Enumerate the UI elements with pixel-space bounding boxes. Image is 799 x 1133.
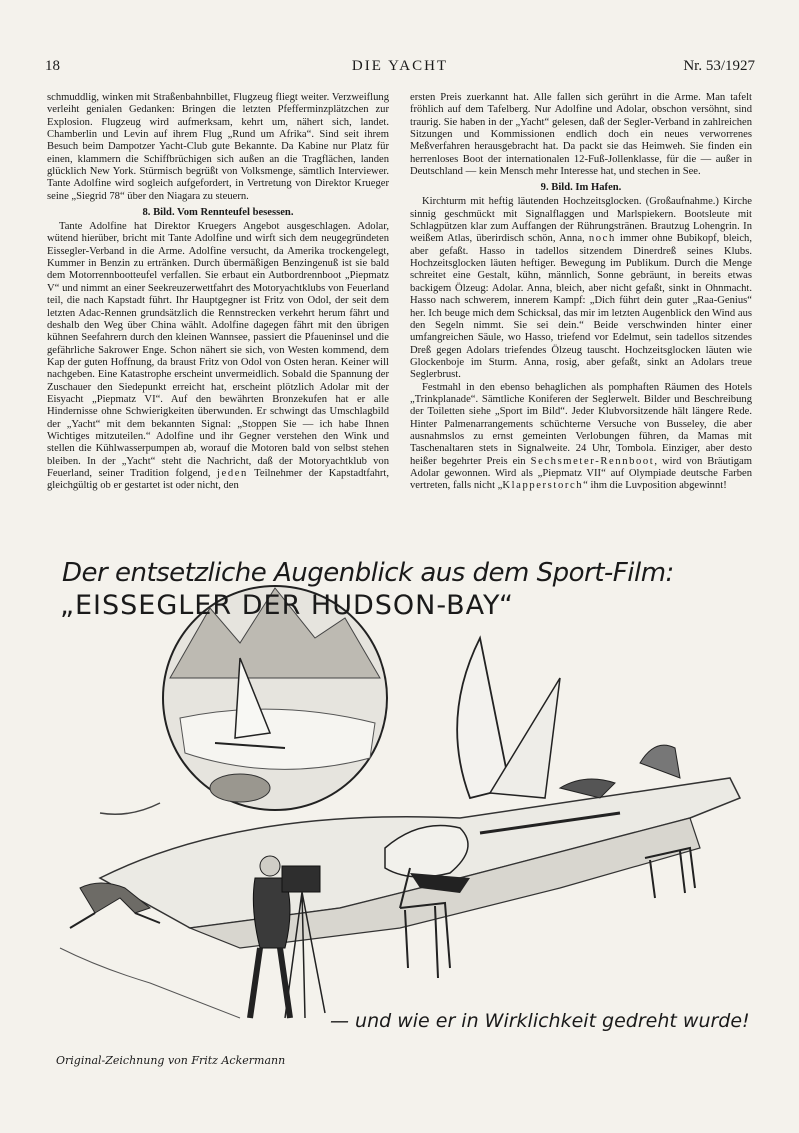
spaced-word-noch: noch — [588, 233, 616, 245]
page-number: 18 — [45, 58, 60, 74]
section-9-paragraph-1: Kirchturm mit heftig läutenden Hochzeitsglocken. (Großaufnahme.) Kirche sinnig geschmückt mit Signalflaggen und Marlspiekern. Bootsleute mit Schlagpützen klar zum Auffangen der Rührungstränen. Brautzug Lohengrin. In weißem Atlas, überirdisch schön, Anna, noch immer ohne Bubikopf, bleich, aber gefaßt. Hasso in tadellos sitzendem Dinerdreß seines Klubs. Hochzeitsglocken läuten heftiger. Bewegung im Publikum. Durch die Menge schreitet eine Gestalt, kühn, männlich, Sonne gebräunt, in bereits etwas backigem Ölzeug: Adolar. Anna, bleich, aber nicht gefaßt, sinkt in Ohnmacht. Hasso nach schwerem, innerem Kampf: „Dich führt dein guter „Raa-Genius“ her. Ich beuge mich dem Schicksal, das mir im letzten Augenblick den Wind aus den Segeln nimmt. Sie sei dein.“ Beide verschwinden hinter einer umfangreichen Säule, wo Hasso, triefend vor Edelmut, sein tadellos sitzendes Dreß gegen Adolars triefendes Ölzeug tauscht. Hochzeitsglocken läuten wie Glockenboje im Sturm. Anna, rosig, aber gefaßt, sinkt an Adolars treue Seglerbrust. — [410, 196, 752, 381]
section-heading-9: 9. Bild. Im Hafen. — [540, 182, 622, 194]
page-header — [45, 58, 755, 80]
section-8-paragraph: Tante Adolfine hat Direktor Kruegers Angebot ausgeschlagen. Adolar, wütend hierüber, bricht mit Tante Adolfine und wirft sich dem neugegründeten Eissegler-Verband in die Arme. Adolfine versucht, da Amerika trockengelegt, Kummer in Benzin zu ertränken. Durch übermäßigen Benzingenuß ist sie bald dem Motorrennbootteufel verfallen. Sie erbaut ein Autbordrennboot „Piepmatz V“ und nimmt an einer Seekreuzerwettfahrt des Motoryachtklubs von Feuerland teil, die nach Kapstadt führt. Ihr Hauptgegner ist Fritz von Odol, der seit dem letzten Adac-Rennen grundsätzlich die Rennstrecken verkehrt herum fährt und deshalb den Weg über China wählt. Adolfine dagegen fährt mit den übrigen kühnen Seefahrern durch den kleinen Wannsee, passiert die Pfaueninsel und die gefährliche Sakrower Enge. Schon nähert sie sich, von Westen kommend, dem Kap der guten Hoffnung, da braust Fritz von Odol von Osten heran. Keiner will nachgeben. Eine Katastrophe erscheint unvermeidlich. Sobald die Spannung der Zuschauer den Siedepunkt erreicht hat, erscheint plötzlich Adolar mit der Eisyacht „Piepmatz VI“. Auf den bewährten Bronzekufen hat er alle Hindernisse ohne Schwierigkeiten überwunden. Er schwingt das Umschlagbild der „Yacht“ mit dem bekannten Signal: „Stoppen Sie — ich habe Ihnen Wichtiges mitzuteilen.“ Adolfine und ihr Gegner verstehen den Wink und stellen die Kühlwasserpumpen ab, worauf die Motoren bald von selbst stehen bleiben. In der „Yacht“ steht die Nachricht, daß der Motoryachtklub von Feuerland, seiner Tradition folgend, jeden Teilnehmer der Kapstadtfahrt, gleichgültig ob er gestartet ist oder nicht, den — [47, 221, 389, 492]
left-text-column — [47, 92, 389, 493]
illustration-title-line-1: Der entsetzliche Augenblick aus dem Sport-Film: — [62, 558, 674, 588]
illustration-caption: — und wie er in Wirklichkeit gedreht wurde! — [330, 1010, 750, 1032]
journal-title: DIE YACHT — [351, 58, 449, 74]
film-camera — [282, 866, 320, 892]
section-9-paragraph-2: Festmahl in den ebenso behaglichen als pomphaften Räumen des Hotels „Trinkplanade“. Sämtliche Koniferen der Seglerwelt. Bilder und Beschreibung der Toiletten siehe „Sport im Bild“. Jeder Klubvorsitzende hält längere Rede. Hinter Palmenarrangements schüchterne Versuche von Busseley, die aber ausnahmslos zu ernst gemeinten Verlobungen führen, da Mamas mit Taschenaltaren stets in Signalweite. 24 Uhr, Tombola. Einziger, aber desto heißer begehrter Preis ein Sechsmeter-Rennboot, wird von Bräutigam Adolar gewonnen. Wird als „Piepmatz VII“ auf Olympiade deutsche Farben vertreten, falls nicht „Klapperstorch“ ihm die Luvposition abgewinnt! — [410, 381, 752, 492]
issue-number: Nr. 53/1927 — [683, 58, 755, 74]
cartoon-drawing — [40, 548, 770, 1088]
spaced-word-jeden: jeden — [216, 467, 248, 479]
spaced-word-klapperstorch: Klapperstorch — [502, 480, 584, 492]
left-intro-paragraph: schmuddlig, winken mit Straßenbahnbillet, Flugzeug fliegt weiter. Verzweiflung verleiht genialen Gedanken: Bringen die letzten Pfefferminzplätzchen zur Explosion. Flugzeug wird aufmerksam, kehrt um, nähert sich, landet. Chamberlin und Levin auf ihrem Flug „Rund um Afrika“. Sind seit ihrem Besuch beim Dampotzer Yacht-Club gute Bekannte. Da Kabine nur Platz für einen, klammern die Schiffbrüchigen sich außen an die Tragflächen, landen glücklich New York. Stürmisch begrüßt von Volksmenge, sämtlich Interviewer. Tante Adolfine wird sogleich aufgefordert, in Vertretung von Direktor Krueger seine „Siegrid 78“ über den Niagara zu steuern. — [47, 92, 389, 202]
cameraman-head — [260, 856, 280, 876]
section-heading-8: 8. Bild. Vom Rennteufel besessen. — [142, 207, 294, 219]
right-text-column — [410, 92, 752, 493]
illustration-credit: Original-Zeichnung von Fritz Ackermann — [56, 1054, 286, 1067]
cartoon-illustration — [40, 548, 770, 1088]
cameraman-legs — [250, 948, 290, 1018]
spaced-word-rennboot: Sechsmeter-Rennboot — [530, 455, 655, 467]
right-intro-paragraph: ersten Preis zuerkannt hat. Alle fallen sich gerührt in die Arme. Man tafelt fröhlich auf dem Tafelberg. Nur Adolfine und Adolar, obschon versöhnt, sind traurig. Sie haben in der „Yacht“ gelesen, daß der Segler-Verband in zahlreichen Sitzungen und Kommissionen endlich doch ein neues verworrenes Meßverfahren herausgebracht hat. Da packt sie das Heimweh. Sie finden ein herrenloses Boot der internationalen 12-Fuß-Jollenklasse, für die — außer in Deutschland — kein Mensch mehr Interesse hat, und stechen in See. — [410, 92, 752, 178]
dream-ice — [180, 709, 375, 769]
illustration-title-line-2: „EISSEGLER DER HUDSON-BAY“ — [60, 590, 515, 621]
sailor-figure — [560, 779, 615, 798]
falling-figure — [640, 745, 680, 778]
dream-figure — [210, 774, 270, 802]
